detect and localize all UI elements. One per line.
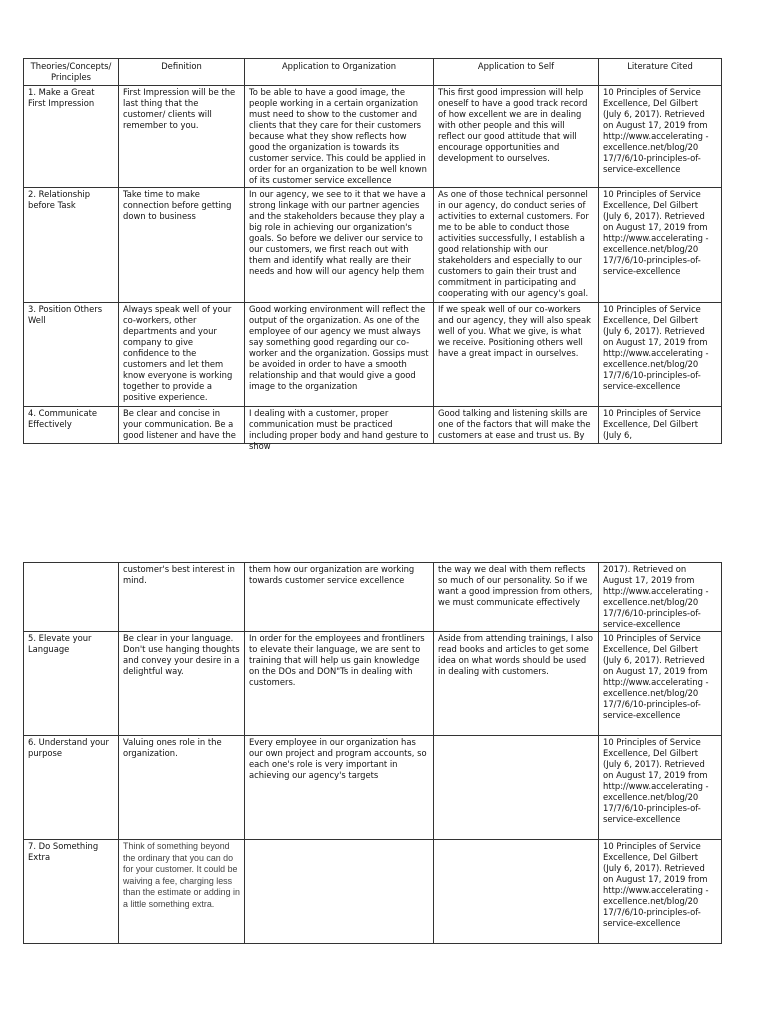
table-row: [24, 736, 722, 840]
definition-cell: Be clear in your language. Don't use hanging thoughts and convey your desire in a delightful way.: [119, 632, 245, 736]
table-row: [24, 188, 722, 303]
org-application-cell: To be able to have a good image, the people working in a certain organization must need to show to the customer and clients that they care for their customers because what they show reflects how good the organization is towards its customer service. This could be applied in order for an organization to be well known of its customer service excellence: [245, 86, 434, 188]
self-application-cell: [434, 736, 599, 840]
table-header-row: [24, 59, 722, 86]
literature-cell: 2017). Retrieved on August 17, 2019 from http://www.accelerating -excellence.net/blog/20 17/7/6/10-principles-of-service-excellence: [599, 563, 722, 632]
header-literature-cited: Literature Cited: [599, 59, 722, 86]
literature-cell: 10 Principles of Service Excellence, Del Gilbert (July 6, 2017). Retrieved on August 17, 2019 from http://www.accelerating -excellence.net/blog/20 17/7/6/10-principles-of-service-excellence: [599, 840, 722, 944]
org-application-cell: them how our organization are working towards customer service excellence: [245, 563, 434, 632]
self-application-cell: the way we deal with them reflects so much of our personality. So if we want a good impression from others, we must communicate effectively: [434, 563, 599, 632]
definition-cell: Take time to make connection before getting down to business: [119, 188, 245, 303]
definition-cell: [119, 407, 245, 444]
header-concepts: Theories/Concepts/ Principles: [24, 59, 119, 86]
table-row: [24, 840, 722, 944]
literature-cell: 10 Principles of Service Excellence, Del Gilbert (July 6, 2017). Retrieved on August 17, 2019 from http://www.accelerating -excellence.net/blog/20 17/7/6/10-principles-of-service-excellence: [599, 303, 722, 407]
literature-text: 10 Principles of Service Excellence, Del Gilbert (July 6,: [603, 408, 701, 440]
header-definition: Definition: [119, 59, 245, 86]
literature-cell: 10 Principles of Service Excellence, Del Gilbert (July 6, 2017). Retrieved on August 17, 2019 from http://www.accelerating -excellence.net/blog/20 17/7/6/10-principles-of-service-excellence: [599, 632, 722, 736]
concept-cell: [24, 563, 119, 632]
org-application-text: I dealing with a customer, proper communication must be practiced including proper body and hand gesture to show: [249, 408, 429, 451]
table-row: [24, 86, 722, 188]
concept-text: 4. Communicate Effectively: [28, 408, 98, 429]
table-row: [24, 563, 722, 632]
table-row: [24, 303, 722, 407]
concept-cell: 5. Elevate your Language: [24, 632, 119, 736]
header-application-org: Application to Organization: [245, 59, 434, 86]
org-application-cell: [245, 840, 434, 944]
concept-cell: 1. Make a Great First Impression: [24, 86, 119, 188]
concept-cell: 6. Understand your purpose: [24, 736, 119, 840]
self-application-text: Good talking and listening skills are one of the factors that will make the customers at ease and trust us. By: [438, 408, 591, 440]
literature-cell: 10 Principles of Service Excellence, Del Gilbert (July 6, 2017). Retrieved on August 17, 2019 from http://www.accelerating -excellence.net/blog/20 17/7/6/10-principles-of-service-excellence: [599, 86, 722, 188]
definition-cell: Valuing ones role in the organization.: [119, 736, 245, 840]
table-row: [24, 407, 722, 444]
org-application-cell: [245, 407, 434, 451]
concept-cell: 2. Relationship before Task: [24, 188, 119, 303]
principles-table-page-1: [23, 58, 722, 451]
definition-text: Be clear and concise in your communication. Be a good listener and have the: [123, 408, 236, 440]
org-application-cell: In order for the employees and frontliners to elevate their language, we are sent to training that will help us gain knowledge on the DOs and DON"Ts in dealing with customers.: [245, 632, 434, 736]
concept-cell: 7. Do Something Extra: [24, 840, 119, 944]
self-application-cell: As one of those technical personnel in our agency, do conduct series of activities to external customers. For me to be able to conduct those activities successfully, I establish a good relationship with our stakeholders and especially to our customers to gain their trust and commitment in participating and cooperating with our agency's goal.: [434, 188, 599, 303]
header-application-self: Application to Self: [434, 59, 599, 86]
definition-cell: First Impression will be the last thing that the customer/ clients will remember to you.: [119, 86, 245, 188]
org-application-cell: Every employee in our organization has our own project and program accounts, so each one's role is very important in achieving our agency's targets: [245, 736, 434, 840]
definition-cell: Always speak well of your co-workers, other departments and your company to give confidence to the customers and let them know everyone is working together to provide a positive experience.: [119, 303, 245, 407]
self-application-cell: [434, 840, 599, 944]
concept-cell: 3. Position Others Well: [24, 303, 119, 407]
definition-cell: customer's best interest in mind.: [119, 563, 245, 632]
principles-table-page-2: [23, 562, 722, 944]
self-application-cell: Aside from attending trainings, I also read books and articles to get some idea on what words should be used in dealing with customers.: [434, 632, 599, 736]
table-row: [24, 632, 722, 736]
literature-cell: 10 Principles of Service Excellence, Del Gilbert (July 6, 2017). Retrieved on August 17, 2019 from http://www.accelerating -excellence.net/blog/20 17/7/6/10-principles-of-service-excellence: [599, 736, 722, 840]
self-application-cell: [434, 407, 599, 444]
org-application-cell: Good working environment will reflect the output of the organization. As one of the employee of our agency we must always say something good regarding our co-worker and the organization. Gossips must be avoided in order to have a smooth relationship and that would give a good image to the organization: [245, 303, 434, 407]
literature-cell: 10 Principles of Service Excellence, Del Gilbert (July 6, 2017). Retrieved on August 17, 2019 from http://www.accelerating -excellence.net/blog/20 17/7/6/10-principles-of-service-excellence: [599, 188, 722, 303]
self-application-cell: This first good impression will help oneself to have a good track record of how excellent we are in dealing with other people and this will reflect our good attitude that will encourage opportunities and development to ourselves.: [434, 86, 599, 188]
concept-cell: [24, 407, 119, 444]
definition-cell: Think of something beyond the ordinary that you can do for your customer. It could be waiving a fee, charging less than the estimate or adding in a little something extra.: [119, 840, 245, 944]
self-application-cell: If we speak well of our co-workers and our agency, they will also speak well of you. What we give, is what we receive. Positioning others well have a great impact in ourselves.: [434, 303, 599, 407]
org-application-cell: In our agency, we see to it that we have a strong linkage with our partner agencies and the stakeholders because they play a big role in achieving our organization's goals. So before we deliver our service to our customers, we first reach out with them and identify what really are their needs and how will our agency help them: [245, 188, 434, 303]
literature-cell: [599, 407, 722, 444]
